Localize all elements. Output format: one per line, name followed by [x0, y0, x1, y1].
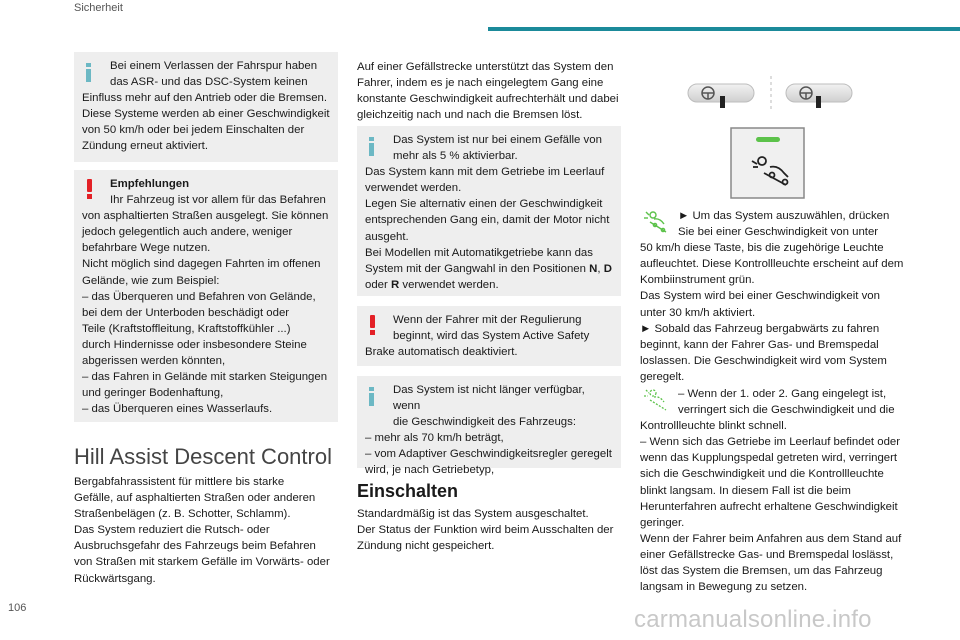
text-line: blinkt langsam. In diesem Fall ist die beim	[640, 484, 851, 497]
text-line: – Wenn sich das Getriebe im Leerlauf befindet oder	[640, 436, 901, 449]
text-line: Nicht möglich sind dagegen Fahrten im offenen	[82, 258, 321, 271]
warning-title: Empfehlungen	[110, 178, 190, 190]
text-line: beginnt, wird das System Active Safety	[393, 330, 590, 343]
text-line: langsam in Bewegung zu setzen.	[640, 581, 808, 594]
text-line: Diese Systeme werden ab einer Geschwindigkeit	[82, 108, 330, 121]
text-line: von 50 km/h oder bei jedem Einschalten der	[82, 124, 305, 137]
text-line: von asphaltierten Straßen ausgelegt. Sie können	[82, 210, 329, 223]
text-line: ► Um das System auszuwählen, drücken	[678, 210, 890, 222]
text-line: und geringer Bodenhaftung,	[82, 387, 224, 400]
text-line: Herunterfahren aufrecht erhaltene Geschwindigkeit	[640, 500, 898, 513]
header-title: Sicherheit	[74, 2, 123, 14]
text-line: das ASR- und das DSC-System keinen	[110, 76, 308, 89]
info-icon	[369, 137, 375, 156]
text-line: Fahrer, indem es je nach eingelegtem Gang eine	[357, 77, 604, 90]
intro-text	[357, 59, 627, 123]
text-line: Brake automatisch deaktiviert.	[365, 346, 518, 359]
warning-box-recommendations	[74, 170, 338, 422]
text-line: jedoch gelegentlich auch andere, weniger	[82, 226, 293, 239]
section-body	[74, 474, 344, 587]
text-line: Sie bei einer Geschwindigkeit von unter	[678, 226, 879, 239]
info-box-asr-dsc	[74, 52, 338, 162]
text-line: bei dem der Unterboden beschädigt oder	[82, 306, 290, 319]
text-line: Legen Sie alternativ einen der Geschwindigkeit	[365, 198, 603, 211]
text-line: konstante Geschwindigkeit aufrechterhält und dabei	[357, 93, 619, 106]
warning-icon	[367, 315, 377, 335]
text-line: geregelt.	[640, 370, 685, 383]
text-line: Kontrollleuchte blinkt schnell.	[640, 420, 787, 433]
sub-title: Einschalten	[357, 481, 459, 501]
text-line: Teile (Kraftstoffleitung, Kraftstoffkühler ...)	[82, 322, 291, 335]
info-box-availability	[357, 376, 621, 477]
text-line: – das Überqueren eines Wasserlaufs.	[82, 403, 273, 416]
text-line: verwendet werden.	[365, 182, 462, 195]
text-line: Gelände, wie zum Beispiel:	[82, 274, 220, 287]
text-line: Gefälle, auf asphaltierten Straßen oder anderen	[74, 492, 316, 505]
text-line: Bei einem Verlassen der Fahrspur haben	[110, 60, 318, 72]
text-line: ausgeht.	[365, 230, 409, 243]
einschalten-text	[357, 506, 627, 554]
text-line: Wenn der Fahrer mit der Regulierung	[393, 314, 582, 326]
text-line: – das Überqueren und Befahren von Gelände,	[82, 290, 316, 303]
text-line: gleichzeitig nach und nach die Bremsen löst.	[357, 109, 583, 122]
text-line: Der Status der Funktion wird beim Ausschalten der	[357, 524, 614, 537]
text-line: Straßenbelägen (z. B. Schotter, Schlamm).	[74, 508, 291, 521]
info-icon	[369, 387, 375, 406]
text-line: durch Hindernisse oder insbesondere Steine	[82, 338, 307, 351]
text-line: verringert sich die Geschwindigkeit und die	[678, 404, 895, 417]
text-line: Einfluss mehr auf den Antrieb oder die Bremsen.	[82, 92, 328, 105]
text-line: – Wenn der 1. oder 2. Gang eingelegt ist,	[678, 388, 887, 400]
info-box-slope	[357, 126, 621, 296]
text-line: Kombiinstrument grün.	[640, 274, 755, 287]
text-line: Ausbruchsgefahr des Fahrzeugs beim Befahren	[74, 540, 316, 553]
text-line: 50 km/h diese Taste, bis die zugehörige Leuchte	[640, 242, 884, 255]
text-line: Zündung erneut aktiviert.	[82, 140, 209, 153]
text-line: einer Gefällstrecke Gas- und Bremspedal loslässt,	[640, 548, 894, 561]
watermark: carmanualsonline.info	[634, 606, 872, 633]
text-line: Rückwärtsgang.	[74, 572, 156, 585]
text-line: von Straßen mit starkem Gefälle im Vorwärts- oder	[74, 556, 330, 569]
steering-wheel-buttons-illustration	[686, 76, 856, 112]
text-line: Bergabfahrassistent für mittlere bis starke	[74, 476, 285, 488]
steering-wheel-icon	[686, 76, 856, 112]
text-line: Das System wird bei einer Geschwindigkeit von	[640, 290, 880, 303]
text-line: Das System ist nur bei einem Gefälle von	[393, 134, 602, 146]
text-line: Auf einer Gefällstrecke unterstützt das System den	[357, 61, 614, 73]
text-line: abgerissen werden könnten,	[82, 355, 226, 368]
section-title: Hill Assist Descent Control	[74, 444, 332, 469]
text-line: Das System reduziert die Rutsch- oder	[74, 524, 270, 537]
text-line: System mit der Gangwahl in den Positionen N, D	[365, 262, 612, 275]
text-line: – vom Adaptiver Geschwindigkeitsregler geregelt	[365, 448, 612, 461]
info-icon	[86, 63, 92, 82]
text-line: Das System ist nicht länger verfügbar, wenn	[393, 384, 585, 413]
hill-descent-button-illustration	[730, 127, 805, 199]
step1-text	[640, 208, 920, 385]
text-line: geringer.	[640, 516, 685, 529]
text-line: – mehr als 70 km/h beträgt,	[365, 432, 504, 445]
text-line: sich die Geschwindigkeit und die Kontrollleuchte	[640, 468, 884, 481]
text-line: Ihr Fahrzeug ist vor allem für das Befahren	[110, 194, 326, 207]
text-line: entsprechenden Gang ein, damit der Motor nicht	[365, 214, 610, 227]
text-line: wenn das Kupplungspedal getreten wird, verringert	[640, 452, 898, 465]
text-line: Standardmäßig ist das System ausgeschaltet.	[357, 508, 589, 520]
text-line: Wenn der Fahrer beim Anfahren aus dem Stand auf	[640, 532, 902, 545]
text-line: Bei Modellen mit Automatikgetriebe kann das	[365, 246, 593, 259]
text-line: beginnt, kann der Fahrer Gas- und Bremspedal	[640, 338, 879, 351]
text-line: die Geschwindigkeit des Fahrzeugs:	[393, 416, 576, 429]
hill-descent-icon	[730, 127, 805, 199]
warning-box-active-safety	[357, 306, 621, 366]
header-accent-bar	[488, 27, 960, 31]
text-line: Das System kann mit dem Getriebe im Leerlauf	[365, 166, 605, 179]
warning-icon	[84, 179, 94, 199]
text-line: ► Sobald das Fahrzeug bergabwärts zu fahren	[640, 322, 880, 335]
text-line: loslassen. Die Geschwindigkeit wird vom System	[640, 354, 887, 367]
text-line: mehr als 5 % aktivierbar.	[393, 150, 518, 163]
text-line: aufleuchtet. Diese Kontrollleuchte erscheint auf dem	[640, 258, 904, 271]
text-line: befahrbare Wege nutzen.	[82, 242, 211, 255]
page-number: 106	[8, 602, 27, 614]
text-line: oder R verwendet werden.	[365, 278, 499, 291]
text-line: löst das System die Bremsen, um das Fahrzeug	[640, 565, 883, 578]
step2-text	[640, 386, 920, 595]
text-line: wird, je nach Getriebetyp,	[365, 464, 495, 477]
text-line: unter 30 km/h aktiviert.	[640, 306, 756, 319]
text-line: – das Fahren in Gelände mit starken Steigungen	[82, 371, 328, 384]
text-line: Zündung nicht gespeichert.	[357, 540, 495, 553]
